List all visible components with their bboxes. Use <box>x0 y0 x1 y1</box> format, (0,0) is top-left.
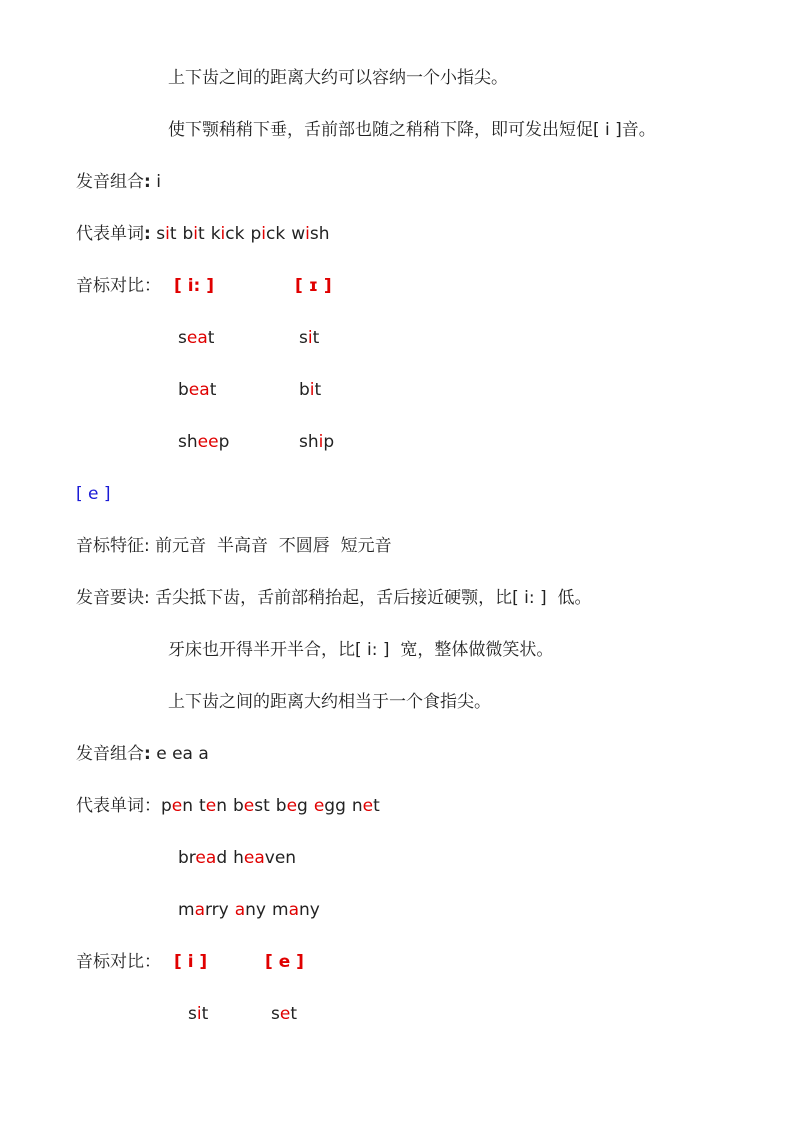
highlighted-letters: a <box>194 900 205 920</box>
word-part: rry <box>204 900 229 920</box>
combo-colon: : <box>144 744 151 764</box>
word-part: sh <box>178 432 198 452</box>
combo-value: i <box>156 172 161 192</box>
contrast-word-right <box>299 430 334 454</box>
word-part: t <box>209 380 217 400</box>
highlighted-letters: e <box>243 796 255 816</box>
highlighted-letters: i <box>196 1004 202 1024</box>
word-part: s <box>271 1004 280 1024</box>
word-part: sh <box>299 432 319 452</box>
highlighted-letters: ea <box>186 328 208 348</box>
example-word <box>156 222 176 246</box>
word-part: b <box>275 796 287 816</box>
highlighted-letters: e <box>362 796 374 816</box>
features-label: 音标特征: <box>76 536 150 556</box>
word-part: p <box>250 224 262 244</box>
word-list <box>178 846 296 870</box>
tips-line: 舌尖抵下齿，舌前部稍抬起，舌后接近硬颚，比[ i: ] 低。 <box>155 588 592 608</box>
contrast-label: 音标对比： <box>76 276 161 296</box>
word-part: b <box>178 380 189 400</box>
word-part: n <box>216 796 227 816</box>
highlighted-letters: ea <box>243 848 265 868</box>
word-part: t <box>199 796 206 816</box>
word-part: st <box>254 796 270 816</box>
tips-line: 上下齿之间的距离大约相当于一个食指尖。 <box>168 692 491 712</box>
word-part: h <box>233 848 244 868</box>
contrast-word-right <box>299 378 321 402</box>
word-part: t <box>290 1004 297 1024</box>
word-part: s <box>178 328 187 348</box>
highlighted-letters: e <box>279 1004 291 1024</box>
word-part: b <box>182 224 194 244</box>
highlighted-letters: a <box>288 900 299 920</box>
word-part: br <box>178 848 196 868</box>
combo-colon: : <box>144 172 151 192</box>
highlighted-letters: i <box>307 328 313 348</box>
word-part: ven <box>264 848 297 868</box>
example-word <box>182 222 204 246</box>
word-part: t <box>312 328 320 348</box>
highlighted-letters: i <box>318 432 324 452</box>
word-part: m <box>272 900 289 920</box>
highlighted-letters: a <box>234 900 246 920</box>
example-word <box>314 794 346 818</box>
example-word <box>352 794 380 818</box>
word-part: p <box>323 432 335 452</box>
description-line: 上下齿之间的距离大约可以容纳一个小指尖。 <box>168 68 508 88</box>
highlighted-letters: e <box>286 796 298 816</box>
example-word <box>272 898 320 922</box>
word-part: d <box>216 848 228 868</box>
word-part: p <box>161 796 172 816</box>
contrast-right-head: [ e ] <box>265 952 304 972</box>
word-part: t <box>314 380 322 400</box>
example-word <box>199 794 227 818</box>
example-word <box>235 898 266 922</box>
highlighted-letters: ea <box>188 380 210 400</box>
words-row <box>76 222 330 246</box>
word-part: s <box>188 1004 197 1024</box>
word-part: m <box>178 900 195 920</box>
features-value: 前元音 半高音 不圆唇 短元音 <box>155 536 392 556</box>
contrast-left-head: [ i: ] <box>174 276 215 296</box>
highlighted-letters: i <box>193 224 199 244</box>
contrast-word-left <box>178 378 216 402</box>
word-part: w <box>291 224 306 244</box>
word-part: p <box>218 432 230 452</box>
contrast-right-head: [ ɪ ] <box>295 276 332 296</box>
words-label: 代表单词 <box>76 224 144 244</box>
contrast-word-right <box>271 1002 297 1026</box>
contrast-word-left <box>178 430 229 454</box>
example-word <box>250 222 285 246</box>
words-label: 代表单词： <box>76 796 161 816</box>
word-part: sh <box>309 224 330 244</box>
word-part: ck <box>225 224 245 244</box>
description-line: 使下颚稍稍下垂，舌前部也随之稍稍下降，即可发出短促[ i ]音。 <box>168 120 656 140</box>
highlighted-letters: i <box>165 224 170 244</box>
highlighted-letters: ea <box>195 848 217 868</box>
word-part: ny <box>298 900 320 920</box>
combo-label: 发音组合 <box>76 172 144 192</box>
example-word <box>233 794 270 818</box>
words-colon: : <box>144 224 151 244</box>
word-part: t <box>373 796 380 816</box>
word-part: g <box>297 796 308 816</box>
word-part: b <box>232 796 244 816</box>
words-row <box>76 794 380 818</box>
contrast-word-left <box>178 326 214 350</box>
highlighted-letters: i <box>309 380 315 400</box>
word-list <box>161 796 380 816</box>
highlighted-letters: e <box>313 796 325 816</box>
word-part: t <box>198 224 205 244</box>
word-part: t <box>207 328 215 348</box>
word-part: ny <box>245 900 266 920</box>
example-word <box>178 898 229 922</box>
contrast-label: 音标对比： <box>76 952 161 972</box>
word-part: s <box>299 328 308 348</box>
word-part: t <box>169 224 177 244</box>
highlighted-letters: e <box>171 796 183 816</box>
contrast-word-left <box>188 1002 208 1026</box>
example-word <box>178 846 227 870</box>
word-part: t <box>201 1004 209 1024</box>
tips-label: 发音要诀: <box>76 588 150 608</box>
combo-row <box>76 742 209 766</box>
highlighted-letters: i <box>261 224 267 244</box>
phoneme-heading: [ e ] <box>76 484 111 504</box>
word-list <box>156 224 329 244</box>
combo-row <box>76 170 161 194</box>
combo-value: e ea a <box>156 744 209 764</box>
example-word <box>211 222 245 246</box>
highlighted-letters: e <box>205 796 217 816</box>
word-part: gg <box>324 796 346 816</box>
contrast-word-right <box>299 326 319 350</box>
word-part: s <box>156 224 166 244</box>
word-list <box>178 898 320 922</box>
contrast-left-head: [ i ] <box>174 952 208 972</box>
example-word <box>291 222 329 246</box>
highlighted-letters: i <box>220 224 226 244</box>
combo-label: 发音组合 <box>76 744 144 764</box>
word-part: ck <box>266 224 286 244</box>
word-part: k <box>210 224 221 244</box>
example-word <box>233 846 296 870</box>
features-row <box>76 534 392 558</box>
tips-line: 牙床也开得半开半合，比[ i: ] 宽，整体做微笑状。 <box>168 640 554 660</box>
word-part: n <box>182 796 194 816</box>
word-part: n <box>351 796 363 816</box>
word-part: b <box>299 380 310 400</box>
example-word <box>161 794 193 818</box>
highlighted-letters: ee <box>197 432 219 452</box>
example-word <box>276 794 308 818</box>
highlighted-letters: i <box>305 224 310 244</box>
tips-row <box>76 586 591 610</box>
